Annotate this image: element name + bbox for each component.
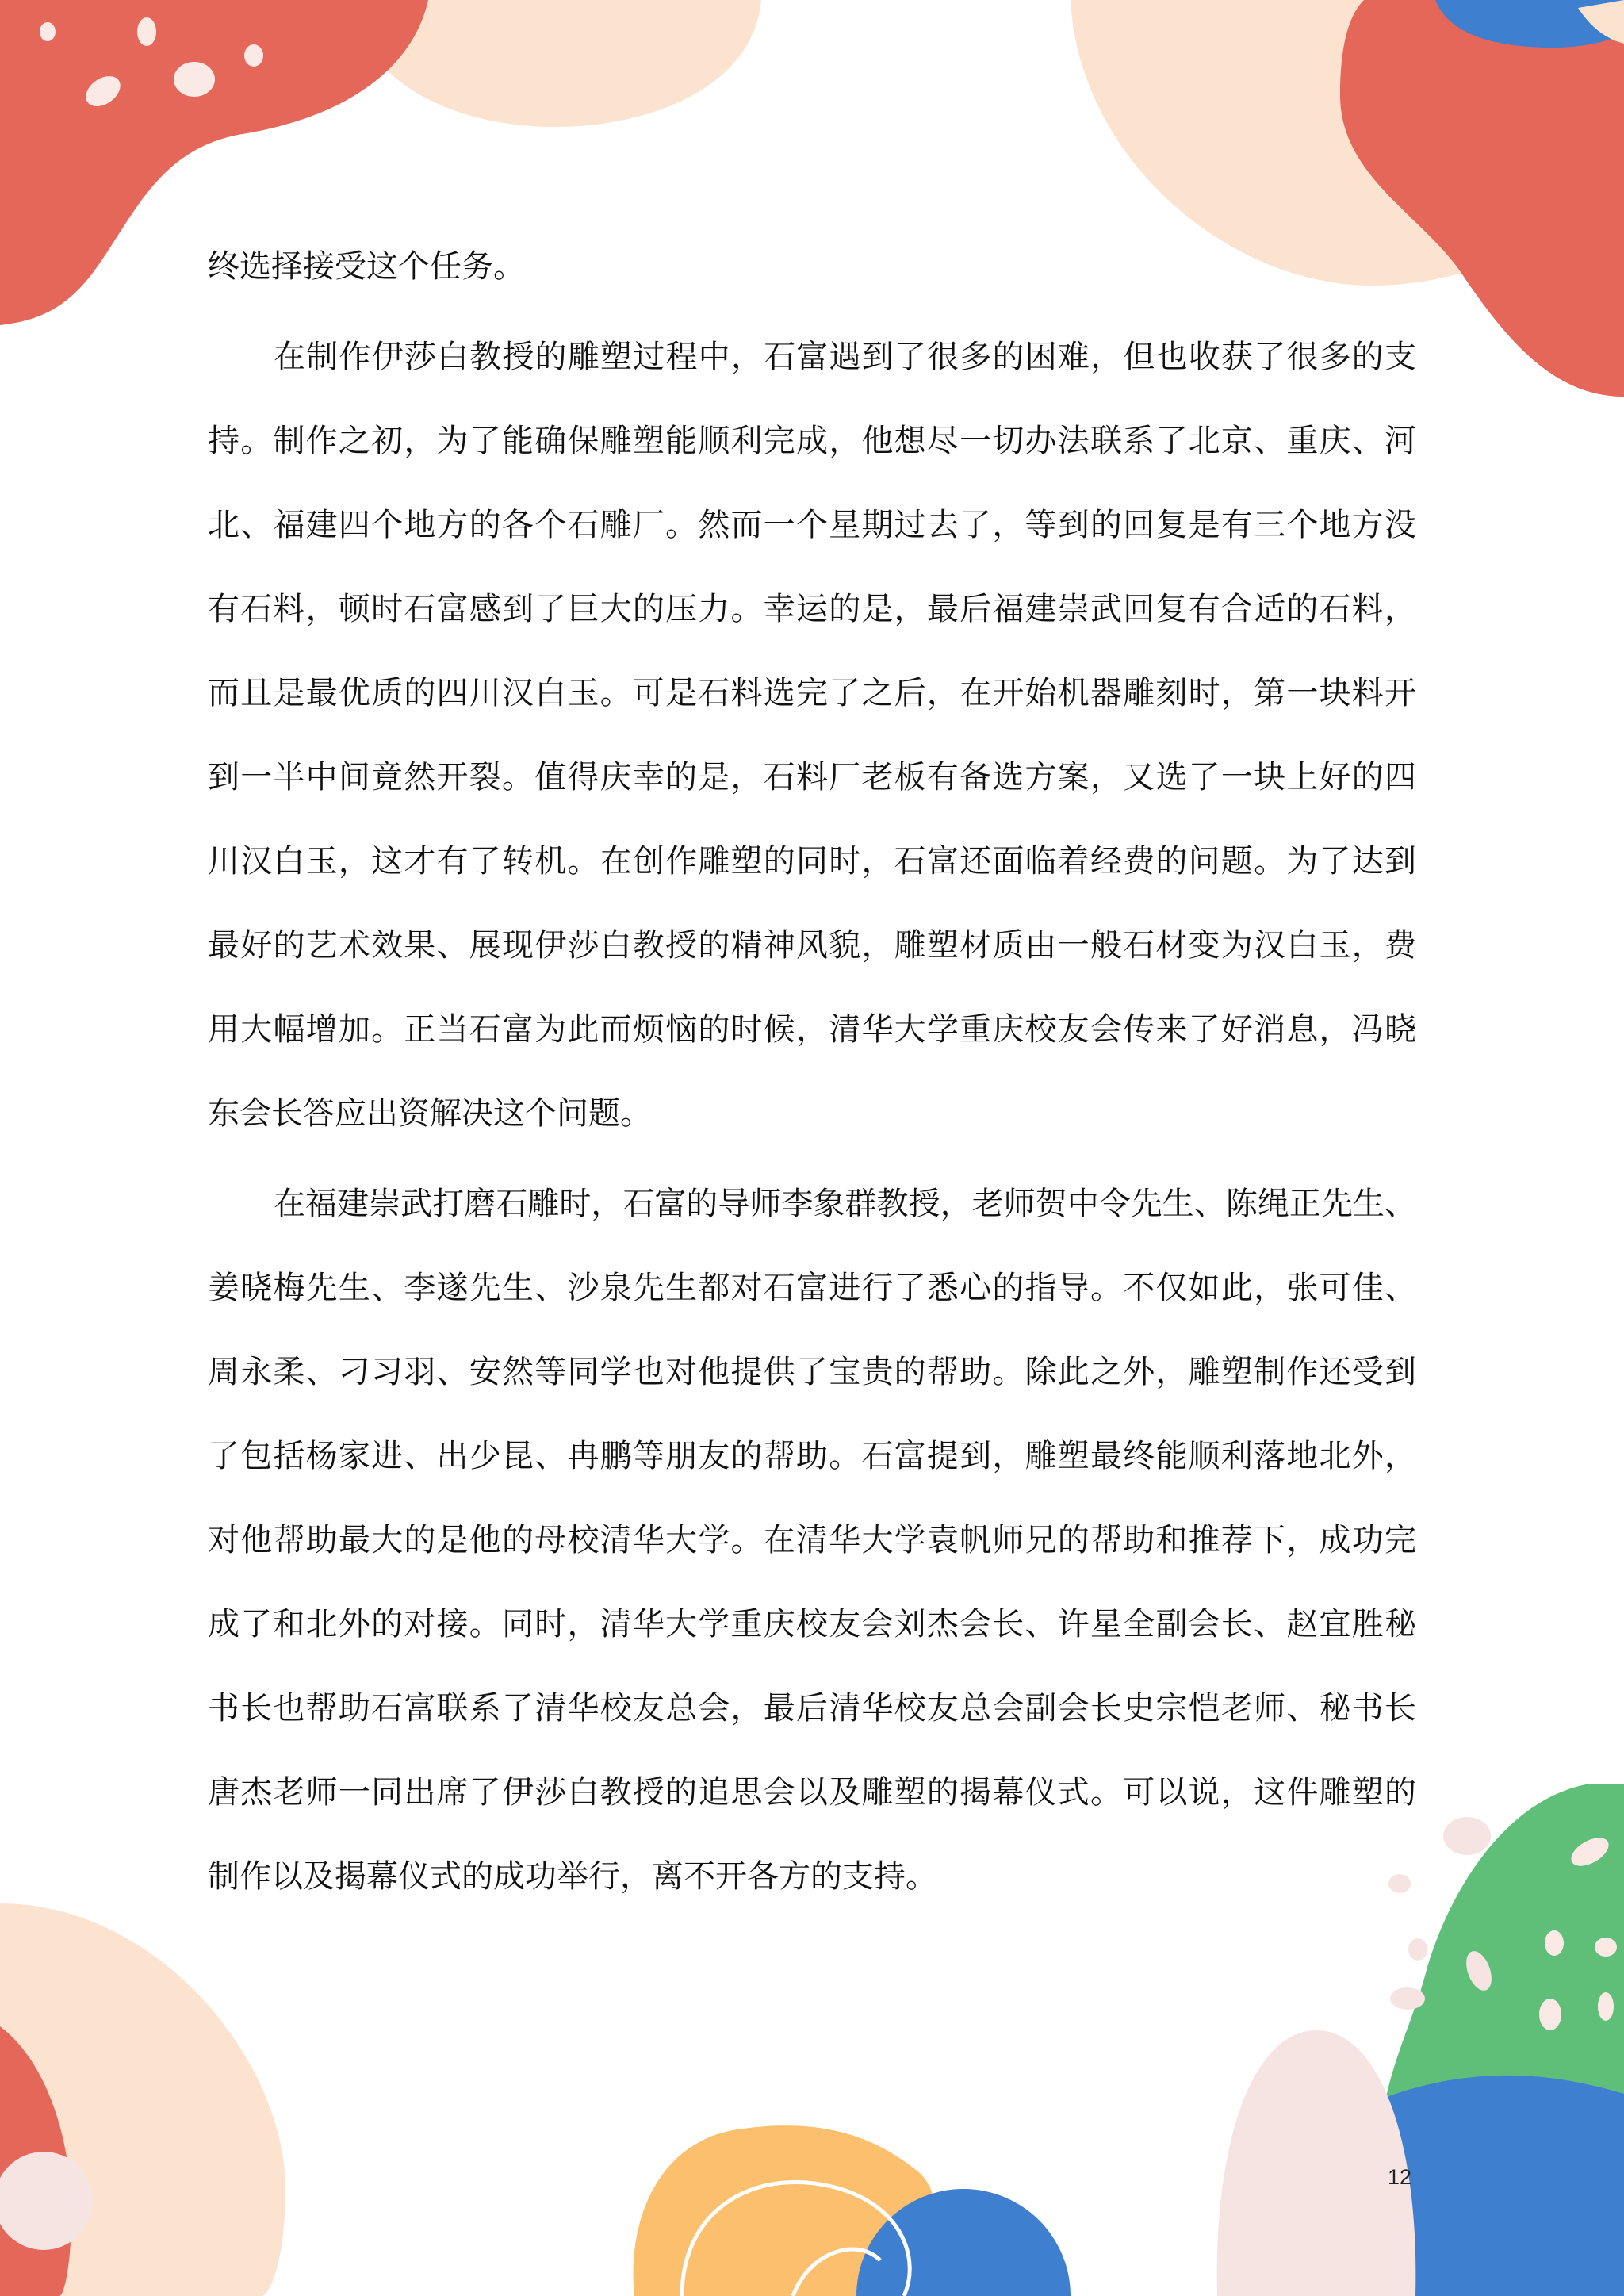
text-line: 北、福建四个地方的各个石雕厂。然而一个星期过去了，等到的回复是有三个地方没	[208, 507, 1416, 543]
text-line: 持。制作之初，为了能确保雕塑能顺利完成，他想尽一切办法联系了北京、重庆、河	[208, 423, 1416, 459]
light-blob	[1217, 2030, 1416, 2296]
text-line: 了包括杨家进、出少昆、冉鹏等朋友的帮助。石富提到，雕塑最终能顺利落地北外，	[208, 1438, 1416, 1474]
text-line: 书长也帮助石富联系了清华校友总会，最后清华校友总会副会长史宗恺老师、秘书长	[208, 1690, 1416, 1727]
text-line: 终选择接受这个任务。	[208, 248, 525, 285]
document-body	[208, 238, 1416, 1938]
text-line: 姜晓梅先生、李遂先生、沙泉先生都对石富进行了悉心的指导。不仅如此，张可佳、	[208, 1270, 1416, 1306]
text-line: 川汉白玉，这才有了转机。在创作雕塑的同时，石富还面临着经费的问题。为了达到	[208, 843, 1416, 880]
paragraph-3	[208, 1175, 1416, 1932]
text-line: 到一半中间竟然开裂。值得庆幸的是，石料厂老板有备选方案，又选了一块上好的四	[208, 759, 1416, 795]
page-number: 12	[1388, 2165, 1412, 2189]
text-line: 制作以及揭幕仪式的成功举行，离不开各方的支持。	[208, 1858, 937, 1895]
text-line: 周永柔、刁习羽、安然等同学也对他提供了宝贵的帮助。除此之外，雕塑制作还受到	[208, 1354, 1416, 1390]
paragraph-2	[208, 328, 1416, 1169]
text-line: 最好的艺术效果、展现伊莎白教授的精神风貌，雕塑材质由一般石材变为汉白玉，费	[208, 927, 1416, 964]
text-line: 在制作伊莎白教授的雕塑过程中，石富遇到了很多的困难，但也收获了很多的支	[274, 339, 1416, 375]
text-line: 有石料，顿时石富感到了巨大的压力。幸运的是，最后福建崇武回复有合适的石料，	[208, 591, 1416, 627]
text-line: 东会长答应出资解决这个问题。	[208, 1095, 652, 1132]
text-line: 唐杰老师一同出席了伊莎白教授的追思会以及雕塑的揭幕仪式。可以说，这件雕塑的	[208, 1774, 1416, 1811]
text-line: 而且是最优质的四川汉白玉。可是石料选完了之后，在开始机器雕刻时，第一块料开	[208, 675, 1416, 711]
text-line: 成了和北外的对接。同时，清华大学重庆校友会刘杰会长、许星全副会长、赵宜胜秘	[208, 1606, 1416, 1642]
text-line: 对他帮助最大的是他的母校清华大学。在清华大学袁帆师兄的帮助和推荐下，成功完	[208, 1522, 1416, 1558]
text-line: 在福建崇武打磨石雕时，石富的导师李象群教授，老师贺中令先生、陈绳正先生、	[274, 1186, 1416, 1222]
text-line: 用大幅增加。正当石富为此而烦恼的时候，清华大学重庆校友会传来了好消息，冯晓	[208, 1011, 1416, 1048]
paragraph-1	[208, 238, 1416, 322]
